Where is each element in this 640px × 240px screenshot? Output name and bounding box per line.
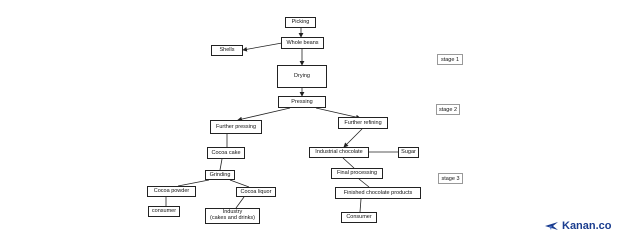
edge-grinding-cocoaliquor: [230, 180, 249, 187]
node-sugar: Sugar: [398, 147, 419, 158]
node-cocoa-cake: Cocoa cake: [207, 147, 245, 159]
edge-wholebeans-shells: [243, 43, 282, 50]
stage-2-label: stage 2: [436, 104, 460, 115]
stage-1-label: stage 1: [437, 54, 463, 65]
stage-3-label: stage 3: [438, 173, 463, 184]
edge-furtherrefining-industrial: [344, 129, 362, 147]
node-cocoa-powder: Cocoa powder: [147, 186, 196, 197]
plane-icon: [545, 221, 559, 231]
node-drying: Drying: [277, 65, 327, 88]
node-whole-beans: Whole beans: [281, 37, 324, 49]
node-picking: Picking: [285, 17, 316, 28]
node-cocoa-liquor: Cocoa liquor: [236, 187, 276, 197]
edge-finished-consumer: [360, 199, 361, 212]
brand-watermark: [545, 219, 612, 233]
node-consumer-right: Consumer: [341, 212, 377, 223]
node-consumer-left: consumer: [148, 206, 180, 217]
node-finished-chocolate-products: Finished chocolate products: [335, 187, 421, 199]
edge-pressing-furtherpressing: [238, 108, 290, 120]
node-further-refining: Further refining: [338, 117, 388, 129]
brand-name: Kanan.co: [562, 220, 612, 232]
edge-cocoacake-grinding: [220, 159, 222, 170]
edge-industrial-finalprocessing: [343, 158, 354, 168]
node-grinding: Grinding: [205, 170, 235, 180]
node-final-processing: Final processing: [331, 168, 383, 179]
node-industrial-chocolate: Industrial chocolate: [309, 147, 369, 158]
node-shells: Shells: [211, 45, 243, 56]
node-industry: Industry (cakes and drinks): [205, 208, 260, 224]
node-pressing: Pressing: [278, 96, 326, 108]
node-further-pressing: Further pressing: [210, 120, 262, 134]
edge-cocoaliquor-industry: [236, 197, 244, 208]
edge-finalprocessing-finished: [359, 179, 369, 187]
